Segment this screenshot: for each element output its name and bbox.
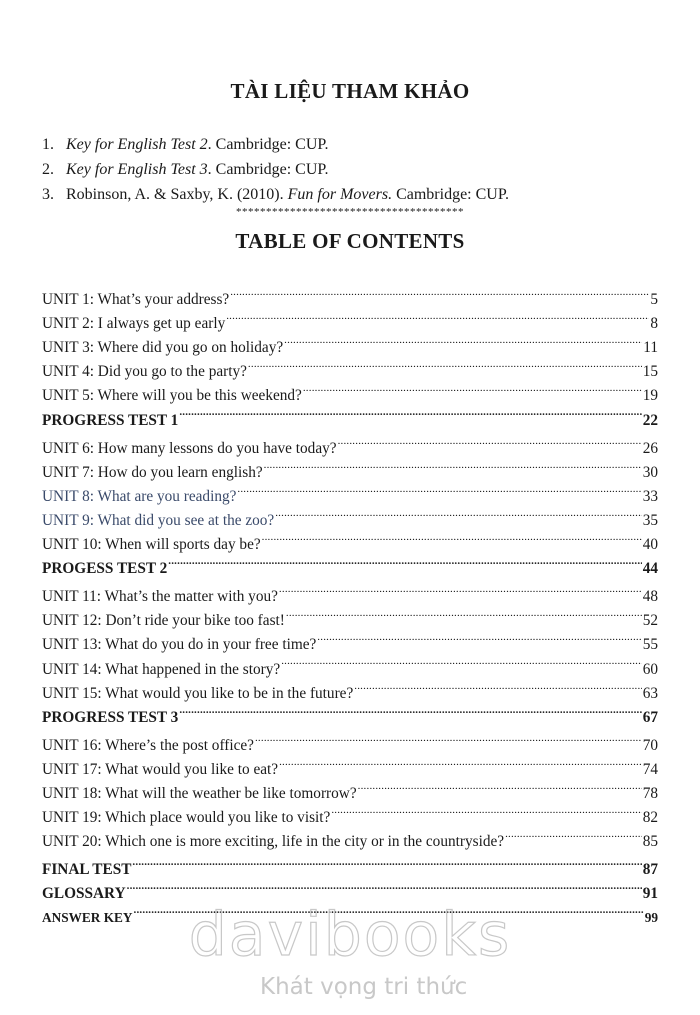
- leader-dots: [279, 750, 642, 774]
- toc-entry-page: 30: [642, 463, 658, 481]
- toc-entry-title: UNIT 17: What would you like to eat?: [42, 760, 279, 778]
- leader-dots: [248, 352, 642, 376]
- toc-entry-page: 44: [642, 560, 658, 578]
- toc-entry-page: 52: [642, 612, 658, 630]
- toc-entry-title: UNIT 9: What did you see at the zoo?: [42, 511, 275, 529]
- leader-dots: [264, 453, 642, 477]
- toc-entry-page: 74: [642, 760, 658, 778]
- leader-dots: [281, 649, 642, 673]
- leader-dots: [262, 525, 642, 549]
- toc-entry-title: UNIT 5: Where will you be this weekend?: [42, 387, 302, 405]
- toc-entry-page: 91: [642, 885, 658, 903]
- reference-pre: Robinson, A. & Saxby, K. (2010).: [66, 186, 288, 203]
- reference-title: Fun for Movers.: [287, 186, 393, 203]
- toc-entry-title: UNIT 4: Did you go to the party?: [42, 363, 247, 381]
- toc-entry-page: 19: [642, 387, 658, 405]
- toc-entry-title: UNIT 11: What’s the matter with you?: [42, 588, 278, 606]
- toc-entry-title: UNIT 19: Which place would you like to visit?: [42, 809, 331, 827]
- reference-post: . Cambridge: CUP.: [207, 161, 329, 178]
- toc-entry-page: 70: [642, 736, 658, 754]
- toc-entry-title: PROGESS TEST 2: [42, 560, 168, 578]
- references-list: [42, 132, 662, 207]
- toc-entry-page: 63: [642, 684, 658, 702]
- toc-entry-page: 26: [642, 439, 658, 457]
- toc-entry-title: UNIT 13: What do you do in your free time?: [42, 636, 317, 654]
- toc-entry-title: UNIT 1: What’s your address?: [42, 291, 230, 309]
- toc-entry-title: UNIT 6: How many lessons do you have today?: [42, 439, 337, 457]
- toc-entry-title: UNIT 12: Don’t ride your bike too fast!: [42, 612, 285, 630]
- toc-entry-title: UNIT 15: What would you like to be in the future?: [42, 684, 354, 702]
- reference-post: . Cambridge: CUP.: [207, 136, 329, 153]
- toc-entry-title: UNIT 7: How do you learn english?: [42, 463, 263, 481]
- leader-dots: [354, 674, 641, 698]
- leader-dots: [284, 328, 642, 352]
- leader-dots: [179, 698, 641, 722]
- toc-entry-unit-1[interactable]: [42, 280, 658, 309]
- leader-dots: [505, 822, 642, 846]
- toc-entry-page: 55: [642, 636, 658, 654]
- leader-dots: [358, 774, 642, 798]
- toc-entry-page: 85: [642, 833, 658, 851]
- leader-dots: [275, 501, 641, 525]
- leader-dots: [255, 726, 642, 750]
- toc-entry-title: GLOSSARY: [42, 885, 126, 903]
- toc-entry-title: UNIT 3: Where did you go on holiday?: [42, 339, 284, 357]
- toc-entry-page: 60: [642, 660, 658, 678]
- leader-dots: [179, 400, 641, 424]
- reference-item: [42, 132, 662, 157]
- toc-entry-page: 22: [642, 411, 658, 429]
- references-title: TÀI LIỆU THAM KHẢO: [230, 79, 470, 103]
- toc-entry-title: UNIT 10: When will sports day be?: [42, 536, 261, 554]
- toc-entry-title: PROGRESS TEST 3: [42, 708, 179, 726]
- reference-title: Key for English Test 2: [66, 136, 208, 153]
- leader-dots: [303, 376, 642, 400]
- toc-entry-page: 15: [642, 363, 658, 381]
- leader-dots: [226, 304, 649, 328]
- toc-entry-page: 11: [643, 339, 658, 357]
- leader-dots: [338, 429, 642, 453]
- leader-dots: [317, 625, 641, 649]
- toc-entry-page: 82: [642, 809, 658, 827]
- toc-entry-title: ANSWER KEY: [42, 910, 133, 926]
- toc-entry-title: UNIT 20: Which one is more exciting, life in the city or in the countryside?: [42, 833, 505, 851]
- toc-entry-title: FINAL TEST: [42, 861, 132, 879]
- reference-number: 2.: [42, 161, 54, 178]
- reference-title: Key for English Test 3: [66, 161, 208, 178]
- toc-entry-title: UNIT 8: What are you reading?: [42, 487, 237, 505]
- toc-entry-page: 40: [642, 536, 658, 554]
- toc-entry-final-test[interactable]: [42, 850, 658, 879]
- toc-title: TABLE OF CONTENTS: [235, 229, 465, 253]
- toc-entry-page: 33: [642, 487, 658, 505]
- leader-dots: [286, 601, 642, 625]
- reference-post: Cambridge: CUP.: [392, 186, 509, 203]
- leader-dots: [279, 577, 642, 601]
- toc-entry-title: PROGRESS TEST 1: [42, 411, 179, 429]
- reference-number: 1.: [42, 136, 54, 153]
- leader-dots: [168, 549, 641, 573]
- toc-entry-page: 67: [642, 708, 658, 726]
- leader-dots: [127, 874, 642, 898]
- leader-dots: [230, 280, 649, 304]
- watermark-brand: davibooks: [188, 900, 512, 970]
- toc-entry-page: 8: [650, 315, 658, 333]
- watermark-slogan: Khát vọng tri thức: [260, 974, 468, 1000]
- toc-entry-title: UNIT 14: What happened in the story?: [42, 660, 281, 678]
- toc-entry-title: UNIT 2: I always get up early: [42, 315, 226, 333]
- reference-item: [42, 182, 662, 207]
- leader-dots: [237, 477, 641, 501]
- toc-entry-page: 87: [642, 861, 658, 879]
- toc-entry-title: UNIT 18: What will the weather be like tomorrow?: [42, 784, 357, 802]
- reference-number: 3.: [42, 186, 54, 203]
- toc-entry-page: 99: [644, 910, 658, 926]
- toc-entry-title: UNIT 16: Where’s the post office?: [42, 736, 254, 754]
- toc-entry-page: 35: [642, 511, 658, 529]
- toc-entry-page: 78: [642, 784, 658, 802]
- leader-dots: [331, 798, 641, 822]
- leader-dots: [132, 850, 641, 874]
- reference-item: [42, 157, 662, 182]
- toc-entry-glossary[interactable]: [42, 874, 658, 903]
- toc-entry-page: 48: [642, 588, 658, 606]
- toc-list: [42, 280, 658, 926]
- toc-entry-page: 5: [650, 291, 658, 309]
- section-separator: **************************************: [236, 206, 464, 218]
